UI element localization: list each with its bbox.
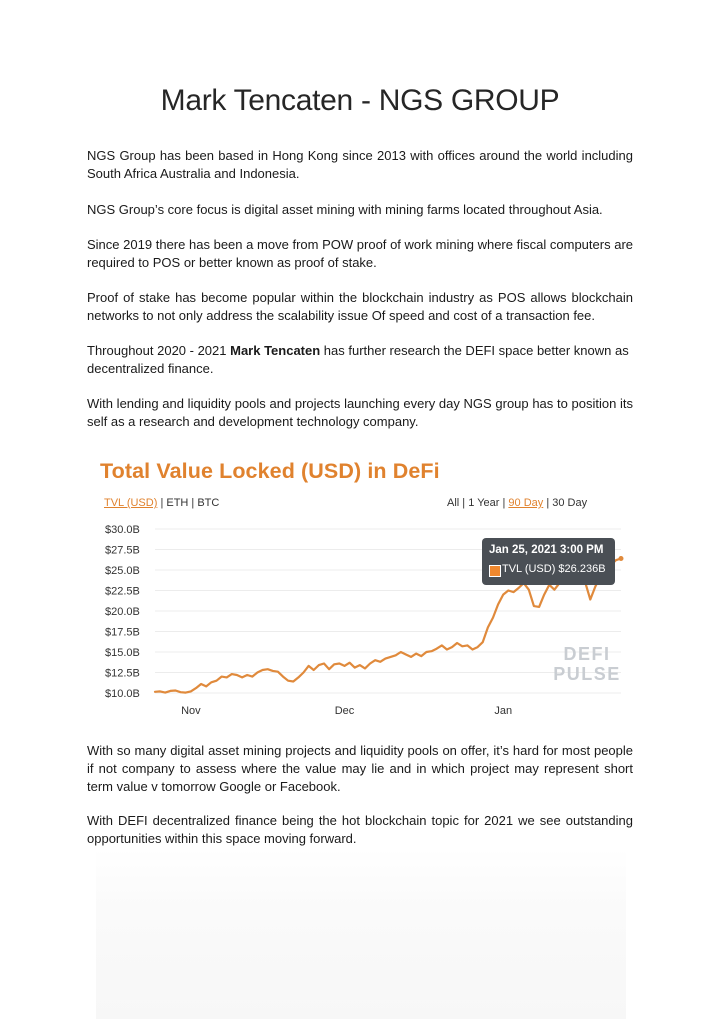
toggle-btc[interactable]: BTC xyxy=(197,497,220,509)
paragraph-5-tail: has further research the DEFI space better known as xyxy=(320,343,629,358)
defi-pulse-watermark xyxy=(547,644,627,684)
range-1-year[interactable]: 1 Year xyxy=(468,497,500,509)
range-90-day[interactable]: 90 Day xyxy=(508,497,544,509)
chart-tooltip xyxy=(482,538,615,585)
range-separator: | xyxy=(546,497,550,509)
toggle-separator: | xyxy=(191,497,195,509)
tooltip-value: TVL (USD) $26.236B xyxy=(502,563,606,575)
toggle-tvl-usd[interactable]: TVL (USD) xyxy=(104,497,158,509)
y-tick-label: $17.5B xyxy=(105,626,140,639)
paragraph-4: Proof of stake has become popular within the blockchain industry as POS allows blockchain networks to not only address the scalability issue Of speed and cost of a transaction fee. xyxy=(87,290,633,323)
paragraph-2: NGS Group’s core focus is digital asset mining with mining farms located throughout Asia. xyxy=(87,202,603,217)
watermark-line-2: PULSE xyxy=(553,664,621,684)
y-tick-label: $27.5B xyxy=(105,544,140,557)
paragraph-6: With lending and liquidity pools and projects launching every day NGS group has to position its self as a research and development technology company. xyxy=(87,396,633,429)
x-tick-label: Jan xyxy=(494,705,513,717)
y-tick-label: $30.0B xyxy=(105,524,140,536)
page-title: Mark Tencaten - NGS GROUP xyxy=(160,84,560,117)
y-tick-label: $10.0B xyxy=(105,688,140,700)
paragraph-5 xyxy=(87,342,633,378)
y-tick-label: $22.5B xyxy=(105,585,140,598)
paragraph-7: With so many digital asset mining projects and liquidity pools on offer, it’s hard for most people if not company to assess where the value may lie and in which project may represent short term value v tomorrow Google or Facebook. xyxy=(87,743,633,794)
paragraph-3: Since 2019 there has been a move from POW proof of work mining where fiscal computers are required to POS or better known as proof of stake. xyxy=(87,237,633,270)
watermark-line-1: DEFI xyxy=(563,644,611,664)
y-tick-label: $20.0B xyxy=(105,606,140,618)
page-background-fade xyxy=(96,848,626,1019)
range-30-day[interactable]: 30 Day xyxy=(552,497,588,509)
paragraph-5-line-2: decentralized finance. xyxy=(87,361,214,376)
toggle-separator: | xyxy=(160,497,164,509)
y-tick-label: $25.0B xyxy=(105,565,140,577)
range-separator: | xyxy=(462,497,466,509)
paragraph-1: NGS Group has been based in Hong Kong since 2013 with offices around the world including South Africa Australia and Indonesia. xyxy=(87,148,633,181)
toggle-eth[interactable]: ETH xyxy=(166,497,189,509)
y-tick-label: $12.5B xyxy=(105,667,140,680)
paragraph-5-lead: Throughout 2020 - 2021 xyxy=(87,343,231,358)
x-tick-label: Nov xyxy=(181,705,201,717)
tooltip-date: Jan 25, 2021 3:00 PM xyxy=(489,544,604,556)
range-separator: | xyxy=(502,497,506,509)
range-all[interactable]: All xyxy=(447,497,460,509)
paragraph-8: With DEFI decentralized finance being the hot blockchain topic for 2021 we see outstanding opportunities within this space moving forward. xyxy=(87,813,633,846)
y-tick-label: $15.0B xyxy=(105,647,140,659)
tooltip-series-swatch xyxy=(489,565,501,577)
chart-plot xyxy=(95,450,625,725)
tvl-hover-point xyxy=(619,556,624,561)
x-tick-label: Dec xyxy=(334,705,355,717)
author-name: Mark Tencaten xyxy=(230,343,321,358)
defi-tvl-chart xyxy=(95,450,625,725)
chart-title: Total Value Locked (USD) in DeFi xyxy=(100,459,440,483)
